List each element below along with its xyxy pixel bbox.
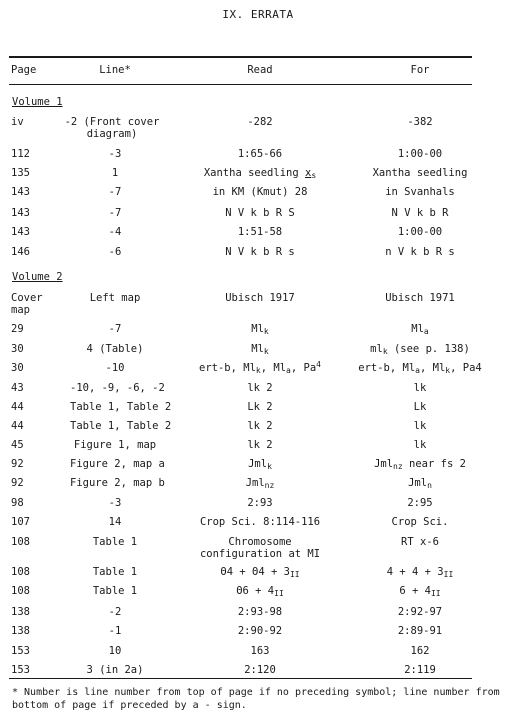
for-cell: 2:95 [407,497,433,509]
line-cell: Table 1, Table 2 [70,401,172,413]
page-cell: 108 [11,536,30,548]
for-cell: 2:92-97 [397,606,443,618]
for-cell: $Ml_a$ [411,323,429,336]
for-cell: lk [413,382,427,394]
table-row [0,420,516,440]
line-cell: 4 (Table) [86,343,144,355]
for-cell: Xantha seedling [372,167,468,179]
for-cell: 1:00-00 [397,226,443,238]
read-cell: lk 2 [247,420,273,432]
table-row [0,497,516,517]
line-cell: -3 [108,497,122,509]
table-row [0,343,516,363]
read-cell: ert-b, $Ml_k$, $Ml_a$, Pa$^4$ [199,360,321,375]
read-cell: 1:65-66 [237,148,283,160]
read-cell: Crop Sci. 8:114-116 [199,516,321,528]
table-row [0,186,516,206]
read-cell: N V k b R S [225,207,295,219]
for-cell: 2:89-91 [397,625,443,637]
read-cell: 2:93 [247,497,273,509]
read-cell: 163 [250,645,270,657]
page-cell: 29 [11,323,24,335]
page-cell: 45 [11,439,24,451]
line-cell: Table 1 [92,585,138,597]
for-cell: $6 + 4_{II}$ [399,585,441,598]
page-cell: 143 [11,186,30,198]
header-read: Read [247,64,273,76]
line-cell: Left map [89,292,141,304]
page-cell: 108 [11,566,30,578]
page-cell: 138 [11,625,30,637]
table-row [0,246,516,266]
for-cell: -382 [407,116,433,128]
table-row [0,606,516,626]
for-cell: lk [413,420,427,432]
read-cell: $\Theta 6 + 4_{II}$ [236,585,284,598]
line-cell: Table 1 [92,536,138,548]
page-title: IX. ERRATA [222,8,294,21]
table-row [0,362,516,382]
header-rule [9,84,472,85]
read-cell: lk 2 [247,382,273,394]
page-cell: 107 [11,516,30,528]
page-cell: 143 [11,226,30,238]
line-cell: 1 [111,167,119,179]
table-row [0,625,516,645]
table-row [0,207,516,227]
page-cell: 153 [11,645,30,657]
read-cell: 2:90-92 [237,625,283,637]
for-cell: 2:119 [404,664,436,676]
page-cell: 30 [11,343,24,355]
line-cell: Figure 2, map a [70,458,165,470]
table-row [0,477,516,497]
header-page: Page [11,64,37,76]
read-cell: 2:120 [244,664,276,676]
top-rule [9,56,472,58]
table-row [0,585,516,605]
table-row [0,226,516,246]
page-cell: 112 [11,148,30,160]
read-cell: $\Theta 4 + \Theta 4 + 3_{II}$ [220,566,300,579]
for-cell: ert-b, $Ml_a$, $Ml_k$, Pa4 [358,362,482,375]
line-cell: -10 [105,362,125,374]
for-cell: 162 [410,645,430,657]
for-cell: Ubisch 1971 [385,292,455,304]
line-cell: -10, -9, -6, -2 [70,382,165,394]
page-cell: 43 [11,382,24,394]
page-cell: 44 [11,401,24,413]
line-cell: 14 [108,516,122,528]
page-cell: 98 [11,497,24,509]
page-cell: iv [11,116,24,128]
table-row [0,148,516,168]
line-cell: -1 [108,625,122,637]
read-cell: 2:93-98 [237,606,283,618]
read-cell: $Ml_k$ [251,343,269,356]
table-row [0,566,516,586]
table-row [0,401,516,421]
table-row [0,323,516,343]
page-cell: 92 [11,458,24,470]
read-cell: in KM (Kmut) 28 [212,186,308,198]
page-cell: 30 [11,362,24,374]
read-cell: -282 [247,116,273,128]
line-cell: -7 [108,186,122,198]
page-cell: 135 [11,167,30,179]
line-cell: -2 (Front cover diagram) [64,116,160,140]
volume2-label: Volume 2 [12,271,63,283]
read-cell: Ubisch 1917 [225,292,295,304]
footnote: * Number is line number from top of page if no preceding symbol; line number from bottom of page if preceded by a - sign. [12,687,500,711]
page-cell: 153 [11,664,30,676]
for-cell: Crop Sci. [391,516,449,528]
line-cell: -6 [108,246,122,258]
page-cell: 44 [11,420,24,432]
line-cell: Table 1, Table 2 [70,420,172,432]
header-line: Line* [99,64,131,76]
table-row [0,536,516,560]
read-cell: 1:51-58 [237,226,283,238]
header-for: For [410,64,430,76]
for-cell: Lk [413,401,427,413]
line-cell: -2 [108,606,122,618]
for-cell: n V k b R s [385,246,455,258]
for-cell: Jml$_{nz}$ near fs 2 [374,458,466,471]
volume1-label: Volume 1 [12,96,63,108]
read-cell: $Ml_k$ [251,323,269,336]
page-cell: 92 [11,477,24,489]
line-cell: 3 (in 2a) [86,664,144,676]
read-cell: Lk 2 [247,401,273,413]
table-row [0,458,516,478]
page-cell: Cover map [11,292,43,316]
line-cell: -4 [108,226,122,238]
read-cell: Jml$_k$ [248,458,272,471]
read-cell: lk 2 [247,439,273,451]
line-cell: 10 [108,645,122,657]
table-row [0,645,516,665]
table-row [0,664,516,684]
bottom-rule [9,678,472,679]
table-row [0,439,516,459]
line-cell: Figure 2, map b [70,477,165,489]
read-cell: Chromosome configuration at MI [199,536,321,560]
page-cell: 108 [11,585,30,597]
line-cell: Figure 1, map [73,439,157,451]
for-cell: RT x-6 [401,536,439,548]
table-row [0,116,516,140]
line-cell: -7 [108,207,122,219]
read-cell: Jml$_{nz}$ [245,477,275,490]
page-cell: 138 [11,606,30,618]
table-row [0,167,516,187]
table-row [0,292,516,316]
for-cell: $4 + 4 + 3_{II}$ [386,566,454,579]
for-cell: lk [413,439,427,451]
line-cell: -7 [108,323,122,335]
table-row [0,382,516,402]
line-cell: Table 1 [92,566,138,578]
for-cell: Jml$_n$ [408,477,432,490]
read-cell: N V k b R s [225,246,295,258]
line-cell: -3 [108,148,122,160]
for-cell: N V k b R [391,207,449,219]
for-cell: $ml_k$ (see p. 138) [370,343,470,356]
page-cell: 143 [11,207,30,219]
page-cell: 146 [11,246,30,258]
table-row [0,516,516,536]
read-cell: Xantha seedling $x_s$ [203,167,317,180]
for-cell: in Svanhals [385,186,455,198]
for-cell: 1:00-00 [397,148,443,160]
